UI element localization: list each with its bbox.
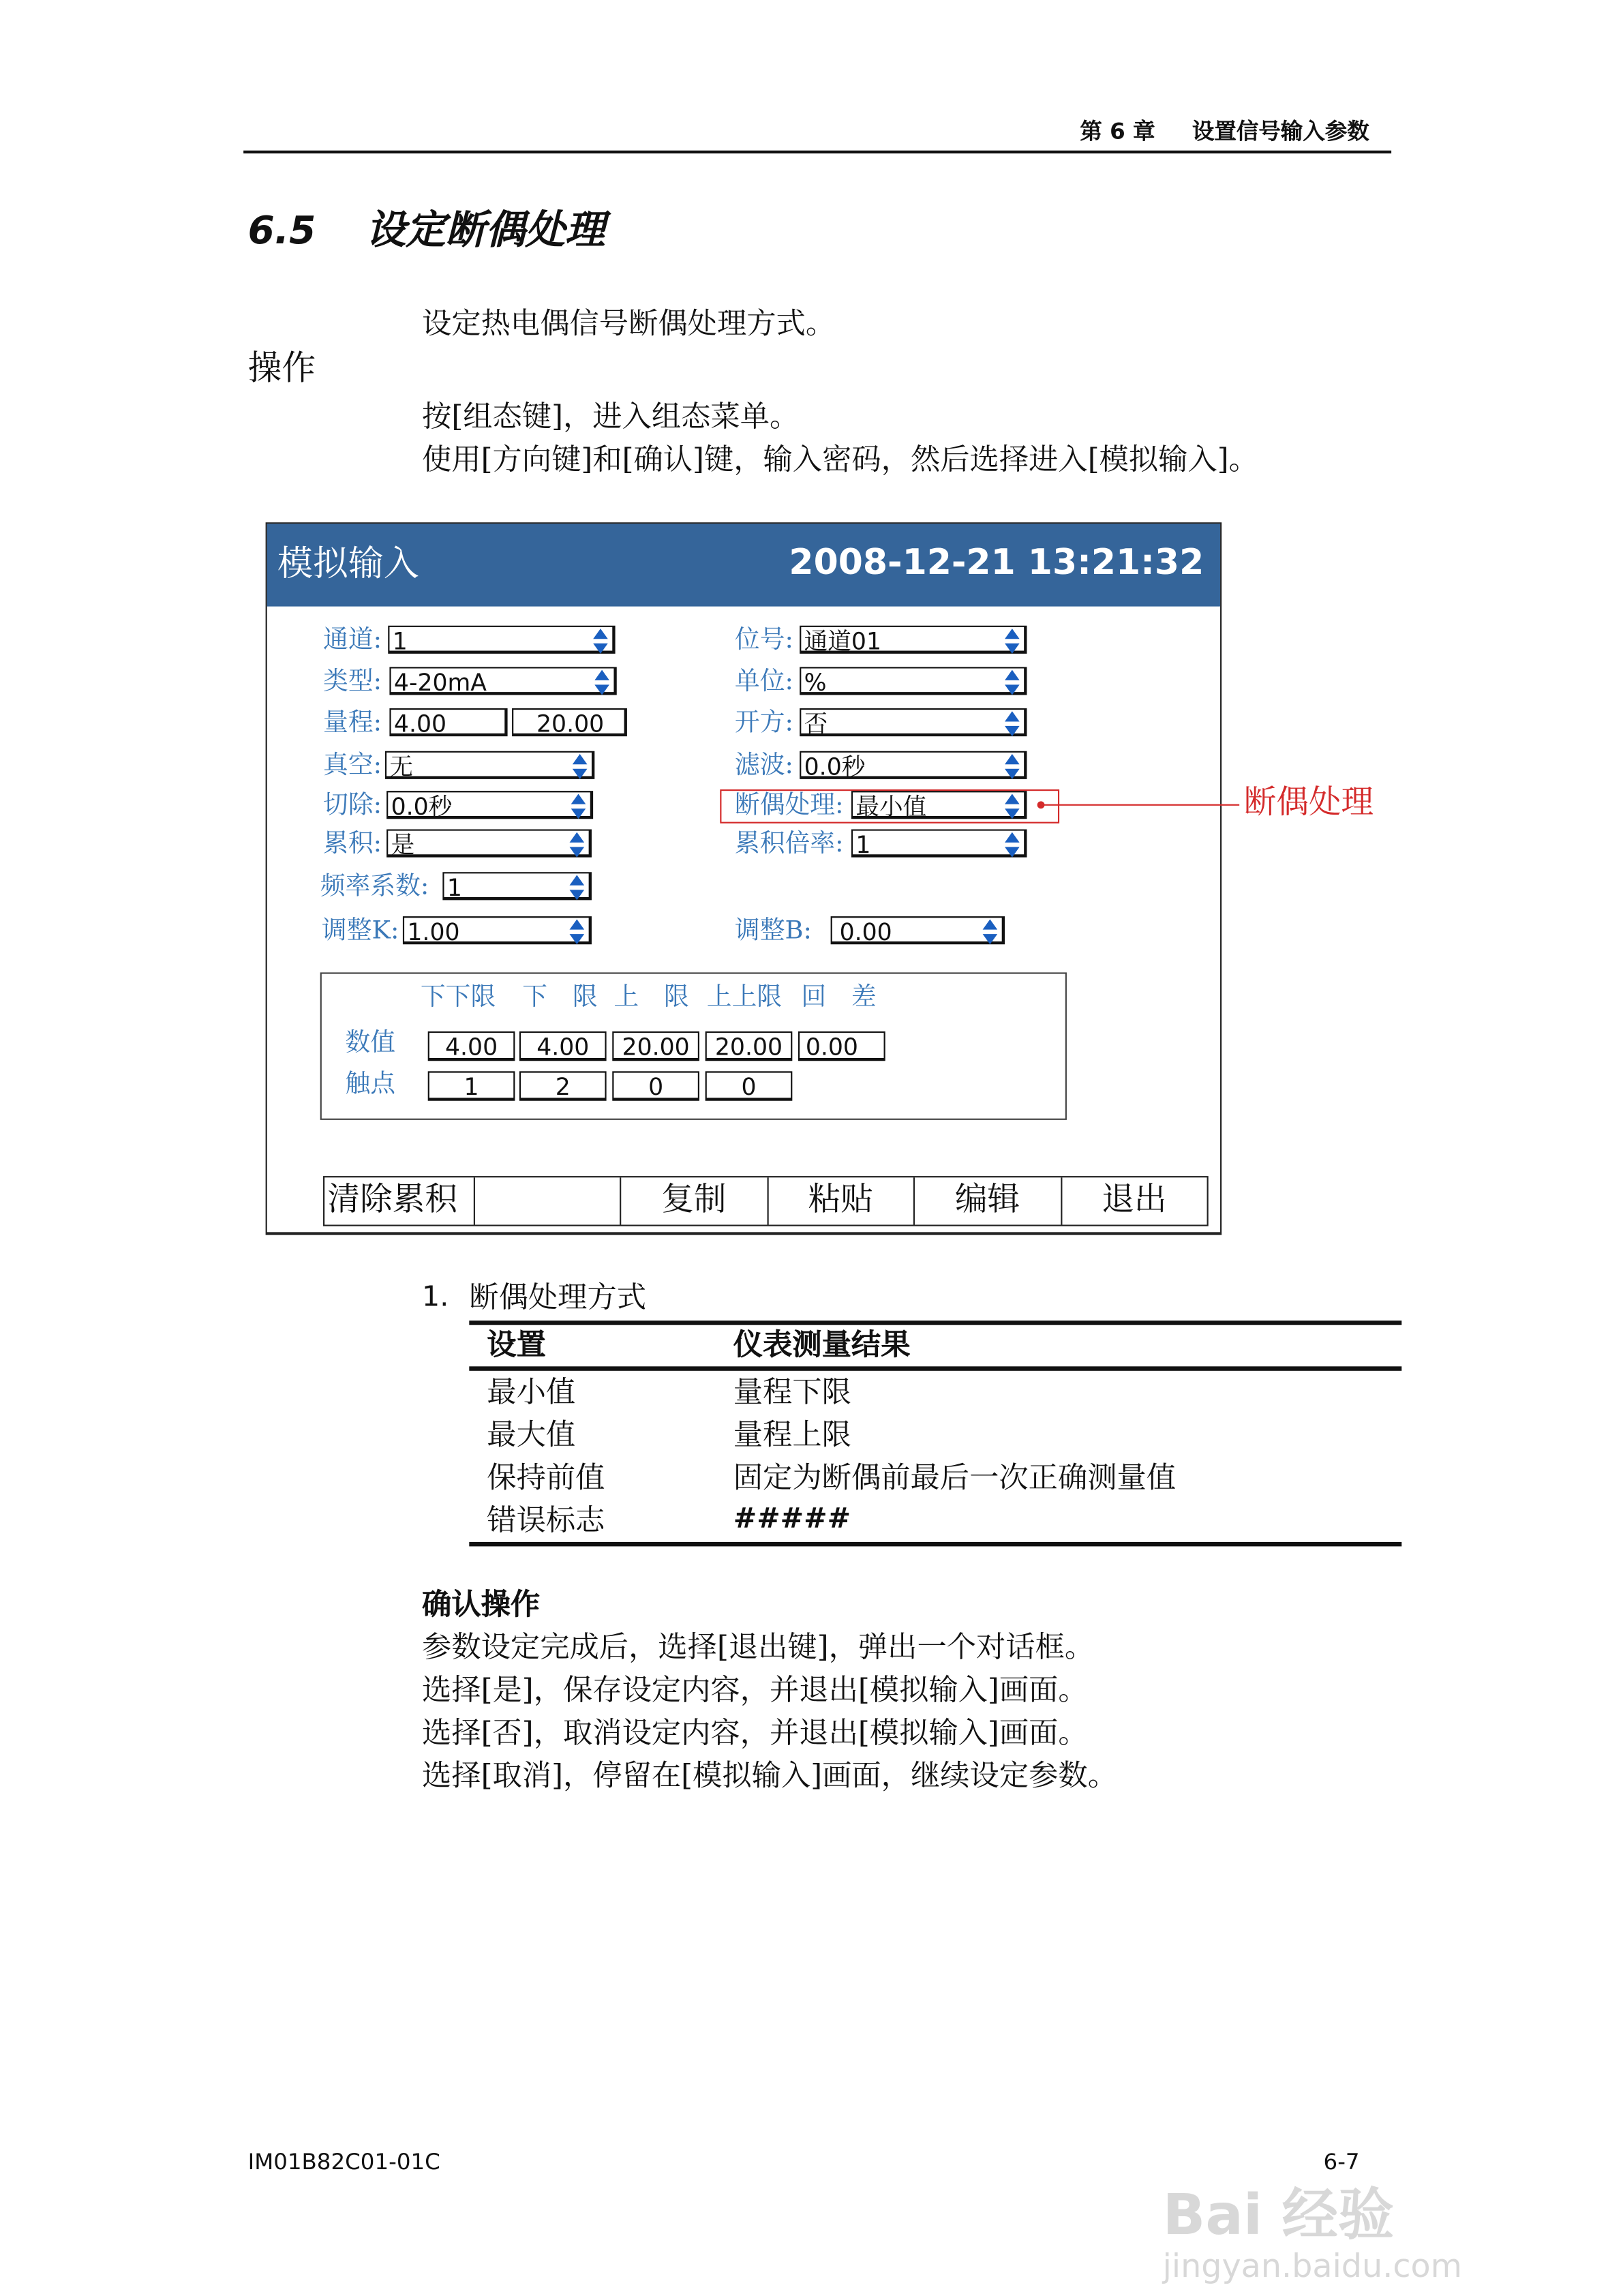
spinner-icon[interactable]	[1005, 711, 1020, 736]
header-rule	[243, 151, 1391, 153]
table-rule-top	[469, 1320, 1401, 1325]
alarm-contact-input[interactable]: 0	[612, 1071, 699, 1100]
edit-button[interactable]: 编辑	[915, 1177, 1061, 1224]
table-cell: 保持前值	[487, 1459, 605, 1495]
alarm-header: 下下限	[420, 982, 496, 1012]
adjust-k-value: 1.00	[407, 918, 460, 946]
accumulate-value: 是	[391, 830, 415, 859]
field-label-accum-rate: 累积倍率:	[734, 829, 844, 859]
field-label-filter: 滤波:	[734, 751, 793, 781]
field-label-adjust-k: 调整K:	[321, 916, 399, 946]
confirm-line: 选择[取消]，停留在[模拟输入]画面，继续设定参数。	[422, 1757, 1117, 1793]
spinner-icon[interactable]	[571, 794, 586, 819]
tag-select[interactable]	[800, 626, 1027, 654]
alarm-value-input[interactable]: 20.00	[612, 1031, 699, 1061]
table-cell: 量程上限	[733, 1416, 851, 1452]
operation-line: 使用[方向键]和[确认]键，输入密码，然后选择进入[模拟输入]。	[422, 441, 1258, 477]
accum-rate-value: 1	[855, 830, 871, 859]
table-cell: #####	[733, 1502, 851, 1535]
confirm-line: 选择[否]，取消设定内容，并退出[模拟输入]画面。	[422, 1715, 1088, 1751]
table-caption: 断偶处理方式	[469, 1279, 647, 1315]
spinner-icon[interactable]	[1005, 754, 1020, 779]
vacuum-select[interactable]	[385, 751, 594, 779]
alarm-header: 下 限	[522, 982, 598, 1012]
section-number: 6.5	[247, 209, 316, 254]
field-label-unit: 单位:	[734, 667, 793, 697]
field-label-vacuum: 真空:	[323, 751, 382, 781]
accumulate-select[interactable]	[386, 829, 592, 857]
field-label-frequency-factor: 频率系数:	[320, 872, 429, 902]
filter-select[interactable]	[800, 751, 1027, 779]
chapter-title: 设置信号输入参数	[1192, 118, 1369, 145]
field-label-accumulate: 累积:	[323, 829, 382, 859]
range-high-input[interactable]: 20.00	[512, 708, 627, 736]
table-header: 仪表测量结果	[733, 1326, 911, 1362]
table-rule-bottom	[469, 1542, 1401, 1546]
table-header: 设置	[487, 1326, 546, 1362]
field-label-range: 量程:	[323, 708, 382, 738]
intro-text: 设定热电偶信号断偶处理方式。	[422, 305, 836, 341]
adjust-b-select[interactable]	[831, 916, 1005, 944]
field-label-cutoff: 切除:	[323, 791, 382, 821]
spinner-icon[interactable]	[983, 919, 998, 944]
footer-page-number: 6-7	[1323, 2148, 1360, 2175]
alarm-contact-input[interactable]: 2	[519, 1071, 607, 1100]
spinner-icon[interactable]	[594, 670, 609, 695]
unit-value: %	[804, 668, 827, 697]
cutoff-select[interactable]	[386, 791, 593, 819]
chapter-label: 第 6 章	[1080, 118, 1155, 145]
confirm-line: 选择[是]，保存设定内容，并退出[模拟输入]画面。	[422, 1672, 1088, 1708]
field-label-type: 类型:	[323, 667, 382, 697]
channel-select[interactable]	[388, 626, 615, 654]
table-cell: 最大值	[487, 1416, 576, 1452]
alarm-header: 上上限	[706, 982, 783, 1012]
operation-heading: 操作	[247, 349, 316, 389]
alarm-value-input[interactable]: 20.00	[706, 1031, 793, 1061]
blank-button[interactable]	[474, 1177, 621, 1224]
table-rule-header	[469, 1366, 1401, 1370]
field-label-burnout: 断偶处理:	[734, 791, 844, 821]
clear-accumulation-button[interactable]: 清除累积	[324, 1177, 474, 1224]
sqrt-value: 否	[804, 710, 828, 738]
spinner-icon[interactable]	[569, 832, 584, 858]
field-label-sqrt: 开方:	[734, 708, 793, 738]
footer-doc-id: IM01B82C01-01C	[247, 2148, 440, 2175]
copy-button[interactable]: 复制	[621, 1177, 768, 1224]
burnout-value: 最小值	[855, 792, 927, 821]
value-row-label: 数值	[345, 1028, 396, 1058]
vacuum-value: 无	[389, 752, 414, 781]
type-value: 4-20mA	[393, 668, 487, 697]
alarm-value-input[interactable]: 0.00	[798, 1031, 885, 1061]
type-select[interactable]	[389, 667, 616, 695]
field-label-tag: 位号:	[734, 625, 793, 656]
spinner-icon[interactable]	[569, 875, 584, 901]
operation-line: 按[组态键]，进入组态菜单。	[422, 398, 800, 434]
adjust-b-value: 0.00	[839, 918, 892, 946]
spinner-icon[interactable]	[593, 629, 608, 654]
spinner-icon[interactable]	[1005, 794, 1020, 819]
table-caption-number: 1.	[422, 1280, 449, 1314]
spinner-icon[interactable]	[573, 754, 588, 779]
screen-header	[267, 524, 1220, 606]
spinner-icon[interactable]	[1005, 629, 1020, 654]
channel-value: 1	[392, 626, 408, 656]
callout-dot	[1037, 801, 1045, 809]
alarm-contact-input[interactable]: 0	[706, 1071, 793, 1100]
table-cell: 量程下限	[733, 1374, 851, 1410]
alarm-value-input[interactable]: 4.00	[428, 1031, 515, 1061]
spinner-icon[interactable]	[569, 919, 584, 944]
confirm-heading: 确认操作	[422, 1586, 541, 1622]
field-label-channel: 通道:	[323, 625, 382, 656]
sqrt-select[interactable]	[800, 708, 1027, 736]
screen-title: 模拟输入	[277, 543, 419, 585]
paste-button[interactable]: 粘贴	[768, 1177, 915, 1224]
frequency-factor-select[interactable]	[442, 872, 592, 900]
unit-select[interactable]	[800, 667, 1027, 695]
section-title: 设定断偶处理	[365, 208, 605, 254]
table-cell: 错误标志	[487, 1502, 605, 1538]
baidu-watermark-logo: Bai 经验	[1162, 2182, 1395, 2248]
confirm-line: 参数设定完成后，选择[退出键]，弹出一个对话框。	[422, 1629, 1095, 1665]
range-low-input[interactable]: 4.00	[389, 708, 507, 736]
screen-datetime: 2008-12-21 13:21:32	[789, 541, 1204, 583]
alarm-contact-input[interactable]: 1	[428, 1071, 515, 1100]
table-cell: 固定为断偶前最后一次正确测量值	[733, 1459, 1177, 1495]
cutoff-value: 0.0秒	[391, 792, 453, 821]
alarm-header: 上 限	[613, 982, 689, 1012]
burnout-select[interactable]	[851, 791, 1027, 819]
filter-value: 0.0秒	[804, 752, 866, 781]
spinner-icon[interactable]	[1005, 832, 1020, 858]
accum-rate-select[interactable]	[851, 829, 1027, 857]
analog-input-screen	[266, 522, 1222, 1235]
tag-value: 通道01	[804, 626, 882, 656]
alarm-settings-box	[320, 972, 1067, 1119]
callout-line	[1040, 804, 1239, 806]
function-button-bar	[323, 1176, 1209, 1226]
spinner-icon[interactable]	[1005, 670, 1020, 695]
exit-button[interactable]: 退出	[1102, 1181, 1167, 1219]
field-label-adjust-b: 调整B:	[734, 916, 812, 946]
baidu-watermark-url: jingyan.baidu.com	[1162, 2248, 1463, 2286]
callout-label: 断偶处理	[1243, 785, 1374, 822]
frequency-factor-value: 1	[446, 873, 462, 902]
alarm-header: 回 差	[801, 982, 877, 1012]
table-cell: 最小值	[487, 1374, 576, 1410]
alarm-value-input[interactable]: 4.00	[519, 1031, 607, 1061]
contact-row-label: 触点	[345, 1070, 396, 1100]
adjust-k-select[interactable]	[403, 916, 592, 944]
